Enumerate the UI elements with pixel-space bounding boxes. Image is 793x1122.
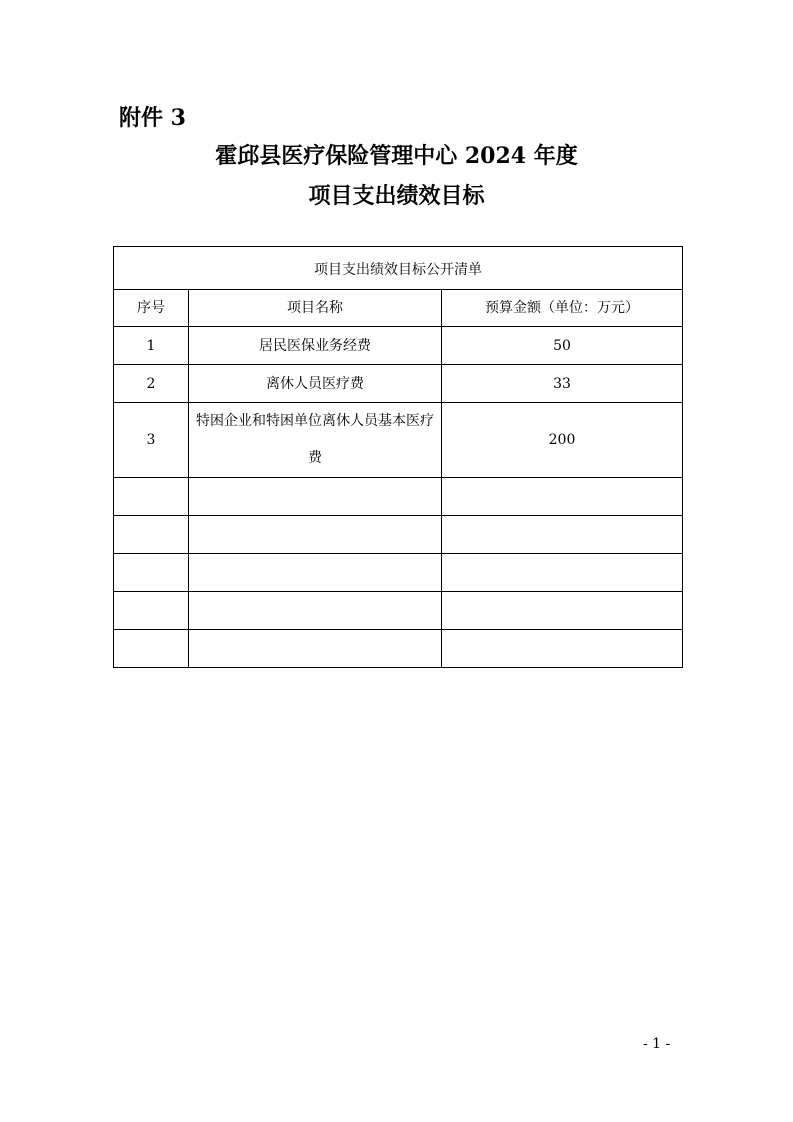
empty-cell <box>114 478 189 516</box>
empty-table-row <box>114 592 683 630</box>
row-budget-amount: 33 <box>442 365 683 403</box>
table-row <box>114 365 683 403</box>
row-seq: 2 <box>114 365 189 403</box>
empty-cell <box>189 554 442 592</box>
table-caption: 项目支出绩效目标公开清单 <box>114 247 683 290</box>
header-budget-amount: 预算金额（单位：万元） <box>442 290 683 327</box>
empty-table-row <box>114 554 683 592</box>
row-budget-amount: 200 <box>442 403 683 478</box>
table-row <box>114 327 683 365</box>
performance-target-table <box>113 246 683 668</box>
table-header-row <box>114 290 683 327</box>
empty-cell <box>114 630 189 668</box>
row-budget-amount: 50 <box>442 327 683 365</box>
empty-cell <box>442 478 683 516</box>
empty-cell <box>189 630 442 668</box>
document-title-line-1: 霍邱县医疗保险管理中心 2024 年度 <box>215 143 578 169</box>
row-project-name: 离休人员医疗费 <box>189 365 442 403</box>
table-caption-row <box>114 247 683 290</box>
table-row <box>114 403 683 478</box>
page-number: - 1 - <box>643 1036 671 1052</box>
empty-cell <box>114 554 189 592</box>
attachment-label: 附件 3 <box>119 105 186 131</box>
empty-cell <box>114 592 189 630</box>
empty-table-row <box>114 478 683 516</box>
empty-cell <box>189 516 442 554</box>
row-project-name: 特困企业和特困单位离休人员基本医疗费 <box>189 403 442 478</box>
row-project-name: 居民医保业务经费 <box>189 327 442 365</box>
document-title-line-2: 项目支出绩效目标 <box>308 183 485 209</box>
row-seq: 1 <box>114 327 189 365</box>
empty-cell <box>114 516 189 554</box>
row-seq: 3 <box>114 403 189 478</box>
empty-cell <box>442 630 683 668</box>
header-seq: 序号 <box>114 290 189 327</box>
empty-cell <box>442 592 683 630</box>
empty-cell <box>442 554 683 592</box>
empty-table-row <box>114 630 683 668</box>
empty-cell <box>442 516 683 554</box>
empty-cell <box>189 478 442 516</box>
empty-table-row <box>114 516 683 554</box>
header-project-name: 项目名称 <box>189 290 442 327</box>
empty-cell <box>189 592 442 630</box>
